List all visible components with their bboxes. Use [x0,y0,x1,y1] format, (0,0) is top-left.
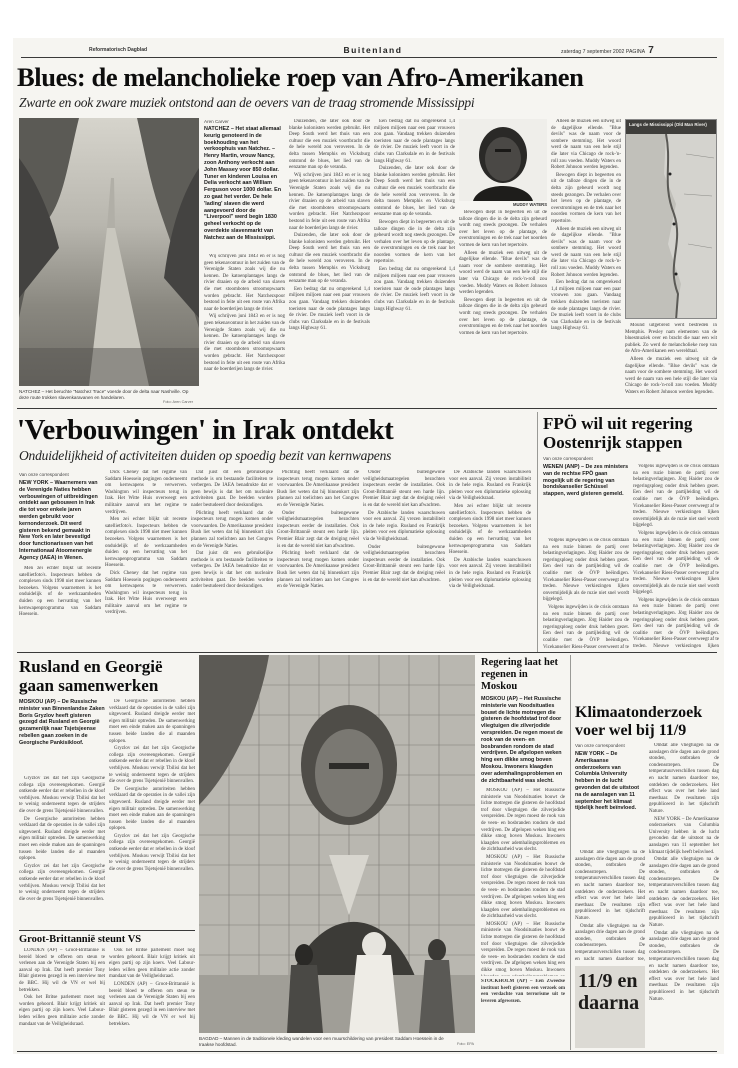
blues-headline: Blues: de melancholieke roep van Afro-Amerikanen [17,62,584,92]
fpo-col1: Volgens ingewijden is de crisis ontstaan na een ruzie binnen de partij over belastingverlagingen. Jörg Haider zou de regeringsploeg onder druk hebben gezet. Een deel van de partijleiding wil de coalitie met de ÖVP beëindigen. Vicekanselier Riess-Passer overweegt af te treden. Nieuwe verkiezingen lijken onvermijdelijk als de ruzie niet snel wordt bijgelegd. Volgens ingewijden is de crisis ontstaan na een ruzie binnen de partij over belastingverlagingen. Jörg Haider zou de regeringsploeg onder druk hebben gezet. Een deel van de partijleiding wil de coalitie met de ÖVP beëindigen. Vicekanselier Riess-Passer overweegt af te [543,538,629,648]
logo-text: 11/9 en daarna [578,970,640,1014]
blues-byline: Aren Carver [204,119,229,124]
blues-photo-caption: NATCHEZ – Het beruchte "Natchez Trace" voerde door de delta naar Nashville. Op deze route trokken slavenkaravanen en handelaren. [19,389,189,400]
muddy-waters-portrait [459,119,547,201]
britannie-headline: Groot-Brittannië steunt VS [19,934,142,945]
klimaat-divider [570,655,571,1050]
rusland-lead: MOSKOU (AP) – De Russische minister van Binnenlandse Zaken Boris Gryzlov heeft gisteren gezegd dat Rusland en Georgië gezamenlijk naar Tsjetsjeense rebellen gaan zoeken in de Georgische Pankisikloof. [19,699,105,746]
page-bottom-rule [17,1051,717,1052]
britannie-col2: Ook het Britse parlement moet nog worden gehoord. Blair krijgt kritiek uit eigen partij op zijn koers. Veel Labour-leden willen geen militaire actie zonder mandaat van de Veiligheidsraad. LONDEN (AP) – Groot-Brittannië is bereid bloed te offeren om steun te verlenen aan de Verenigde Staten bij een aanval op Irak. Dat heeft premier Tony Blair gisteren gezegd in een interview met de BBC. Hij wil de VN er wel bij betrekken. [109,948,195,1027]
page-number: 7 [648,45,654,56]
fpo-headline: FPÖ wil uit regering Oostenrijk stappen [543,414,693,452]
newspaper-page [13,38,724,1054]
trees-road-icon [19,118,199,386]
moskou-headline: Regering laat het regenen in Moskou [481,657,558,692]
klimaat-col1: Omdat alle vliegtuigen na de aanslagen drie dagen aan de grond stonden, ontbraken de condensstrepen. De temperatuurverschillen tussen dag en nacht namen daardoor toe, ontdekten de onderzoekers. Het effect was over het hele land meetbaar. De resultaten zijn gepubliceerd in het tijdschrift Nature. Omdat alle vliegtuigen na de aanslagen drie dagen aan de grond stonden, ontbraken de condensstrepen. De temperatuurverschillen tussen dag en nacht namen daardoor toe, [575,850,645,962]
moskou-lead: MOSKOU (AP) – Het Russische ministerie van Noodsituaties bouwt de lichte motregen die gisteren de hoofdstad trof door vliegtuigen die zilverjodide verspreiden. De regen moest de rook van de veen- en bosbranden rondom de stad verdrijven. De afgelopen weken hing een dikke smog boven Moskou. Inwoners klaagden over ademhalingsproblemen en de zichtbaarheid was slecht. [481,696,563,784]
fpo-col2: Volgens ingewijden is de crisis ontstaan na een ruzie binnen de partij over belastingverlagingen. Jörg Haider zou de regeringsploeg onder druk hebben gezet. Een deel van de partijleiding wil de coalitie met de ÖVP beëindigen. Vicekanselier Riess-Passer overweegt af te treden. Nieuwe verkiezingen lijken onvermijdelijk als de ruzie niet snel wordt bijgelegd. Volgens ingewijden is de crisis ontstaan na een ruzie binnen de partij over belastingverlagingen. Jörg Haider zou de regeringsploeg onder druk hebben gezet. Een deel van de partijleiding wil de coalitie met de ÖVP beëindigen. Vicekanselier Riess-Passer overweegt af te treden. Nieuwe verkiezingen lijken onvermijdelijk als de ruzie niet snel wordt bijgelegd. Volgens ingewijden is de crisis ontstaan na een ruzie binnen de partij over belastingverlagingen. Jörg Haider zou de regeringsploeg onder druk hebben gezet. Een deel van de partijleiding wil de coalitie met de ÖVP beëindigen. Vicekanselier Riess-Passer overweegt af te treden. Nieuwe verkiezingen lijken [633,464,719,648]
blues-col5: Alleen de muziek een uitweg uit de dagelijkse ellende. "Blue devils" was de naam voor de sombere stemming. Het woord werd de naam van een hele stijl die later via Chicago de rock-'n-roll zou voeden. Muddy Waters en Robert Johnson werden legenden. Bewogen diept in begeerten en uit de talloze dingen die in de delta zijn gebeurd wordt nog steeds gezongen. De verhalen over het leven op de plantage, de overstromingen en de trek naar het noorden vormen de kern van het repertoire. Alleen de muziek een uitweg uit de dagelijkse ellende. "Blue devils" was de naam voor de sombere stemming. Het woord werd de naam van een hele stijl die later via Chicago de rock-'n-roll zou voeden. Muddy Waters en Robert Johnson werden legenden. Een bedrag dat nu omgerekend 1,4 miljoen miljoen naar een paar vrouwen zou gaan. Vandaag trekken duizenden toeristen naar de oude plantages langs de rivier. De muziek leeft voort in de clubs van Clarksdale en in de festivals langs Highway 61. [551,119,621,332]
irak-col2: Dick Cheney dat het regime van Saddam Hoessein pogingen onderneemt om kernwapens te verwerven. Washington wil inspecteurs terug in Irak. Het Witte Huis overweegt een militaire aanval om het regime te verdrijven. Men zei echter blijkt uit recente satellietfoto's. Inspecteurs hebben de complexen sinds 1998 niet meer kunnen bezoeken. Volgens waarnemers is het onduidelijk of de werkzaamheden duiden op een hervatting van het kernwapenprogramma van Saddam Hoessein. Dick Cheney dat het regime van Saddam Hoessein pogingen onderneemt om kernwapens te verwerven. Washington wil inspecteurs terug in Irak. Het Witte Huis overweegt een militaire aanval om het regime te verdrijven. [105,470,187,616]
date-text: zaterdag 7 september 2002 PAGINA [561,49,645,55]
fpo-divider [537,412,538,652]
irak-col3: Dat juist dit een gebruikelijke methode is om bestaande faciliteiten te verbergen. De IAEA benadrukte dat er geen bewijs is dat het om nucleaire activiteiten gaat. De beelden worden nader bestudeerd door deskundigen. Plichting heeft verklaard dat de inspecteurs terug mogen komen onder voorwaarden. De Amerikaanse president Bush liet weten dat hij binnenkort zijn plannen zal toelichten aan het Congres en de Verenigde Naties. Dat juist dit een gebruikelijke methode is om bestaande faciliteiten te verbergen. De IAEA benadrukte dat er geen bewijs is dat het om nucleaire activiteiten gaat. De beelden worden nader bestudeerd door deskundigen. [191,470,273,590]
blues-col1: Wij schrijven juni 1843 en er is nog geen tekenavontuur in het zuiden van de Verenigde Staten zoals wij die nu kennen. De katoenplantages langs de rivier draaien op de arbeid van slaven die met stoomboten stroomopwaarts worden gebracht. Het Natchezspoor bestond in feite uit een route van Afrika naar de boerderijen langs de rivier. Wij schrijven juni 1843 en er is nog geen tekenavontuur in het zuiden van de Verenigde Staten zoals wij die nu kennen. De katoenplantages langs de rivier draaien op de arbeid van slaven die met stoomboten stroomopwaarts worden gebracht. Het Natchezspoor bestond in feite uit een route van Afrika naar de boerderijen langs de rivier. [204,254,285,373]
header-rule [21,57,717,58]
bagdad-mural-photo [199,655,475,1033]
klimaat-logo [575,966,645,1048]
blues-lead: NATCHEZ – Het staat allemaal keurig genoteerd in de boekhouding van het verkoophuis van Natchez. – Henry Martin, vrouw Nancy, zoon Anthony verkocht aan John Massey voor 850 dollar. Tuner en kinderen Louisa en Delia verkocht aan William Ferguson voor 1000 dollar. En zo gaat het verder. De hele 'lading' slaven die werd aangevoerd door de "Liverpool" werd begin 1830 geheel verkocht op de overdekte slavenmarkt van Natchez aan de Mississippi. [204,126,281,241]
irak-col5: Onder buitengewone veiligheidsmaatregelen bezochten inspecteurs eerder de installaties. Ook Groot-Brittannië steunt een harde lijn. Premier Blair zegt dat de dreiging reëel is en dat de wereld niet kan afwachten. De Arabische landen waarschuwen voor een aanval. Zij vrezen instabiliteit in de hele regio. Rusland en Frankrijk pleiten voor een diplomatieke oplossing via de Veiligheidsraad. Onder buitengewone veiligheidsmaatregelen bezochten inspecteurs eerder de installaties. Ook Groot-Brittannië steunt een harde lijn. Premier Blair zegt dat de dreiging reëel is en dat de wereld niet kan afwachten. [363,470,445,583]
rusland-col1: Gryzlov zei dat het zijn Georgische collega zijn overeengekomen. Georgië ontkende eerder dat er rebellen in de kloof verblijven. Moskou verwijt Tbilisi dat het te weinig onderneemt tegen de strijders die over de grens Tsjetsjenië binnenvallen. De Georgische autoriteiten hebben verklaard dat de operaties in de vallei zijn uitgevoerd. Rusland dreigde eerder met eigen militair optreden. De samenwerking moet een einde maken aan de spanningen tussen beide landen die al maanden oplopen. Gryzlov zei dat het zijn Georgische collega zijn overeengekomen. Georgië ontkende eerder dat er rebellen in de kloof verblijven. Moskou verwijt Tbilisi dat het te weinig onderneemt tegen de strijders die over de grens Tsjetsjenië binnenvallen. [19,776,105,902]
mississippi-map [625,119,717,319]
fpo-byline: Van onze correspondent [543,456,593,461]
klimaat-lead: NEW YORK – De Amerikaanse onderzoekers van Columbia University hebben in de lucht gevonden dat de uitstoot na de aanslagen van 11 september het klimaat tijdelijk heeft beïnvloed. [575,751,640,812]
rule-under-blues [17,408,717,409]
rule-above-britannie [19,930,195,931]
bagdad-caption: BAGDAD – Mannen in de traditionele kleding wandelen voor een muurschildering van president Saddam Hoessein in de Iraakse hoofdstad. [199,1036,444,1047]
newspaper-name: Reformatorisch Dagblad [89,47,148,53]
portrait-caption: MUDDY WATERS [512,202,547,207]
irak-col4: Plichting heeft verklaard dat de inspecteurs terug mogen komen onder voorwaarden. De Amerikaanse president Bush liet weten dat hij binnenkort zijn plannen zal toelichten aan het Congres en de Verenigde Naties. Onder buitengewone veiligheidsmaatregelen bezochten inspecteurs eerder de installaties. Ook Groot-Brittannië steunt een harde lijn. Premier Blair zegt dat de dreiging reëel is en dat de wereld niet kan afwachten. Plichting heeft verklaard dat de inspecteurs terug mogen komen onder voorwaarden. De Amerikaanse president Bush liet weten dat hij binnenkort zijn plannen zal toelichten aan het Congres en de Verenigde Naties. [277,470,359,590]
fpo-lead: WENEN (ANP) – De zes ministers van de rechtse FPÖ gaan mogelijk uit de regering van bondskanselier Schüssel stappen, werd gisteren gemeld. [543,464,629,498]
moskou-body: MOSKOU (AP) – Het Russische ministerie van Noodsituaties bouwt de lichte motregen die gisteren de hoofdstad trof door vliegtuigen die zilverjodide verspreiden. De regen moest de rook van de veen- en bosbranden rondom de stad verdrijven. De afgelopen weken hing een dikke smog boven Moskou. Inwoners klaagden over ademhalingsproblemen en de zichtbaarheid was slecht. MOSKOU (AP) – Het Russische ministerie van Noodsituaties bouwt de lichte motregen die gisteren de hoofdstad trof door vliegtuigen die zilverjodide verspreiden. De regen moest de rook van de veen- en bosbranden rondom de stad verdrijven. De afgelopen weken hing een dikke smog boven Moskou. Inwoners klaagden over ademhalingsproblemen en de zichtbaarheid was slecht. MOSKOU (AP) – Het Russische ministerie van Noodsituaties bouwt de lichte motregen die gisteren de hoofdstad trof door vliegtuigen die zilverjodide verspreiden. De regen moest de rook van de veen- en bosbranden rondom de stad verdrijven. De afgelopen weken hing een dikke smog boven Moskou. Inwoners [481,788,565,974]
rusland-headline: Rusland en Georgië gaan samenwerken [19,657,163,695]
irak-col6: De Arabische landen waarschuwen voor een aanval. Zij vrezen instabiliteit in de hele regio. Rusland en Frankrijk pleiten voor een diplomatieke oplossing via de Veiligheidsraad. Men zei echter blijkt uit recente satellietfoto's. Inspecteurs hebben de complexen sinds 1998 niet meer kunnen bezoeken. Volgens waarnemers is het onduidelijk of de werkzaamheden duiden op een hervatting van het kernwapenprogramma van Saddam Hoessein. De Arabische landen waarschuwen voor een aanval. Zij vrezen instabiliteit in de hele regio. Rusland en Frankrijk pleiten voor een diplomatieke oplossing via de Veiligheidsraad. [449,470,531,590]
rule-under-irak [17,652,717,653]
stockholm-brief: STOCKHOLM (AP) – Een Zweedse instituut heeft gisteren een verzoek om een verdachte van terrorisme uit te leveren afgewezen. [481,979,565,1004]
portrait-face-icon [459,119,547,201]
irak-lead: NEW YORK – Waarnemers van de Verenigde Naties hebben verbouwingen of uitbreidingen ontdekt aan gebouwen in Irak die tot voor enkele jaren werden gebruikt voor kernonderzoek. Dit werd gisteren bekend gemaakt in New York en later bevestigd door functionarissen van het Internationaal Atoomenergie Agency (IAEA) in Wenen. [19,480,98,561]
britannie-col1: LONDEN (AP) – Groot-Brittannië is bereid bloed te offeren om steun te verlenen aan de Verenigde Staten bij een aanval op Irak. Dat heeft premier Tony Blair gisteren gezegd in een interview met de BBC. Hij wil de VN er wel bij betrekken. Ook het Britse parlement moet nog worden gehoord. Blair krijgt kritiek uit eigen partij op zijn koers. Veel Labour-leden willen geen militaire actie zonder mandaat van de Veiligheidsraad. [19,948,105,1027]
blues-col6: Mound uitgebreid werd bestreden in Memphis. Presley nam elementen van de bluesmuziek over en bracht die naar een wit publiek. Zo werd de melancholieke roep van de Afro-Amerikanen een wereldtaal. Alleen de muziek een uitweg uit de dagelijkse ellende. "Blue devils" was de naam voor de sombere stemming. Het woord werd de naam van een hele stijl die later via Chicago de rock-'n-roll zou voeden. Muddy Waters en Robert Johnson werden legenden. [625,323,717,395]
bagdad-credit: Foto: EPA [457,1042,475,1046]
klimaat-col2: Omdat alle vliegtuigen na de aanslagen drie dagen aan de grond stonden, ontbraken de condensstrepen. De temperatuurverschillen tussen dag en nacht namen daardoor toe, ontdekten de onderzoekers. Het effect was over het hele land meetbaar. De resultaten zijn gepubliceerd in het tijdschrift Nature. NEW YORK – De Amerikaanse onderzoekers van Columbia University hebben in de lucht gevonden dat de uitstoot na de aanslagen van 11 september het klimaat tijdelijk heeft beïnvloed. Omdat alle vliegtuigen na de aanslagen drie dagen aan de grond stonden, ontbraken de condensstrepen. De temperatuurverschillen tussen dag en nacht namen daardoor toe, ontdekten de onderzoekers. Het effect was over het hele land meetbaar. De resultaten zijn gepubliceerd in het tijdschrift Nature. Omdat alle vliegtuigen na de aanslagen drie dagen aan de grond stonden, ontbraken de condensstrepen. De temperatuurverschillen tussen dag en nacht namen daardoor toe, ontdekten de onderzoekers. Het effect was over het hele land meetbaar. De resultaten zijn gepubliceerd in het tijdschrift Nature. [649,743,719,1002]
blues-col4: Bewogen diept in begeerten en uit de talloze dingen die in de delta zijn gebeurd wordt nog steeds gezongen. De verhalen over het leven op de plantage, de overstromingen en de trek naar het noorden vormen de kern van het repertoire. Alleen de muziek een uitweg uit de dagelijkse ellende. "Blue devils" was de naam voor de sombere stemming. Het woord werd de naam van een hele stijl die later via Chicago de rock-'n-roll zou voeden. Muddy Waters en Robert Johnson werden legenden. Bewogen diept in begeerten en uit de talloze dingen die in de delta zijn gebeurd wordt nog steeds gezongen. De verhalen over het leven op de plantage, de overstromingen en de trek naar het noorden vormen de kern van het repertoire. [459,210,547,336]
map-title: Langs de Mississippi (Old Man River) [626,120,717,134]
blues-road-photo [19,118,199,386]
blues-col2: Duizenden, die later ook door de blanke kolonisten werden gebruikt. Het Deep South werd het thuis van een cultuur die een muziek voortbracht die de hele wereld zou veroveren. In de delta tussen Memphis en Vicksburg ontstond de blues, het lied van de eenzame man op de veranda. Wij schrijven juni 1843 en er is nog geen tekenavontuur in het zuiden van de Verenigde Staten zoals wij die nu kennen. De katoenplantages langs de rivier draaien op de arbeid van slaven die met stoomboten stroomopwaarts worden gebracht. Het Natchezspoor bestond in feite uit een route van Afrika naar de boerderijen langs de rivier. Duizenden, die later ook door de blanke kolonisten werden gebruikt. Het Deep South werd het thuis van een cultuur die een muziek voortbracht die de hele wereld zou veroveren. In de delta tussen Memphis en Vicksburg ontstond de blues, het lied van de eenzame man op de veranda. Een bedrag dat nu omgerekend 1,4 miljoen miljoen naar een paar vrouwen zou gaan. Vandaag trekken duizenden toeristen naar de oude plantages langs de rivier. De muziek leeft voort in de clubs van Clarksdale en in de festivals langs Highway 61. [289,119,370,332]
klimaat-headline: Klimaatonderzoek voer wel bij 11/9 [575,704,703,739]
irak-byline: Van onze correspondent [19,472,69,477]
irak-subhead: Onduidelijkheid of activiteiten duiden op spoedig bezit van kernwapens [19,448,392,463]
irak-col1: Men zei echter blijkt uit recente satellietfoto's. Inspecteurs hebben de complexen sinds 1998 niet meer kunnen bezoeken. Volgens waarnemers is het onduidelijk of de werkzaamheden duiden op een hervatting van het kernwapenprogramma van Saddam Hoessein. [19,566,101,618]
blues-photo-credit: Foto: Aren Carver [163,400,193,404]
irak-headline: 'Verbouwingen' in Irak ontdekt [17,414,394,446]
section-title: Buitenland [343,45,403,55]
klimaat-byline: Van onze correspondent [575,743,625,748]
date-line [561,45,654,56]
blues-subhead: Zwarte en ook zware muziek ontstond aan de oevers van de traag stromende Mississippi [19,95,475,110]
river-map-icon [626,134,717,319]
rusland-col2: De Georgische autoriteiten hebben verklaard dat de operaties in de vallei zijn uitgevoerd. Rusland dreigde eerder met eigen militair optreden. De samenwerking moet een einde maken aan de spanningen tussen beide landen die al maanden oplopen. Gryzlov zei dat het zijn Georgische collega zijn overeengekomen. Georgië ontkende eerder dat er rebellen in de kloof verblijven. Moskou verwijt Tbilisi dat het te weinig onderneemt tegen de strijders die over de grens Tsjetsjenië binnenvallen. De Georgische autoriteiten hebben verklaard dat de operaties in de vallei zijn uitgevoerd. Rusland dreigde eerder met eigen militair optreden. De samenwerking moet een einde maken aan de spanningen tussen beide landen die al maanden oplopen. Gryzlov zei dat het zijn Georgische collega zijn overeengekomen. Georgië ontkende eerder dat er rebellen in de kloof verblijven. Moskou verwijt Tbilisi dat het te weinig onderneemt tegen de strijders die over de grens Tsjetsjenië binnenvallen. [109,699,195,872]
saddam-mural-icon [199,655,475,1033]
blues-col3: Een bedrag dat nu omgerekend 1,4 miljoen miljoen naar een paar vrouwen zou gaan. Vandaag trekken duizenden toeristen naar de oude plantages langs de rivier. De muziek leeft voort in de clubs van Clarksdale en in de festivals langs Highway 61. Duizenden, die later ook door de blanke kolonisten werden gebruikt. Het Deep South werd het thuis van een cultuur die een muziek voortbracht die de hele wereld zou veroveren. In de delta tussen Memphis en Vicksburg ontstond de blues, het lied van de eenzame man op de veranda. Bewogen diept in begeerten en uit de talloze dingen die in de delta zijn gebeurd wordt nog steeds gezongen. De verhalen over het leven op de plantage, de overstromingen en de trek naar het noorden vormen de kern van het repertoire. Een bedrag dat nu omgerekend 1,4 miljoen miljoen naar een paar vrouwen zou gaan. Vandaag trekken duizenden toeristen naar de oude plantages langs de rivier. De muziek leeft voort in de clubs van Clarksdale en in de festivals langs Highway 61. [374,119,455,312]
